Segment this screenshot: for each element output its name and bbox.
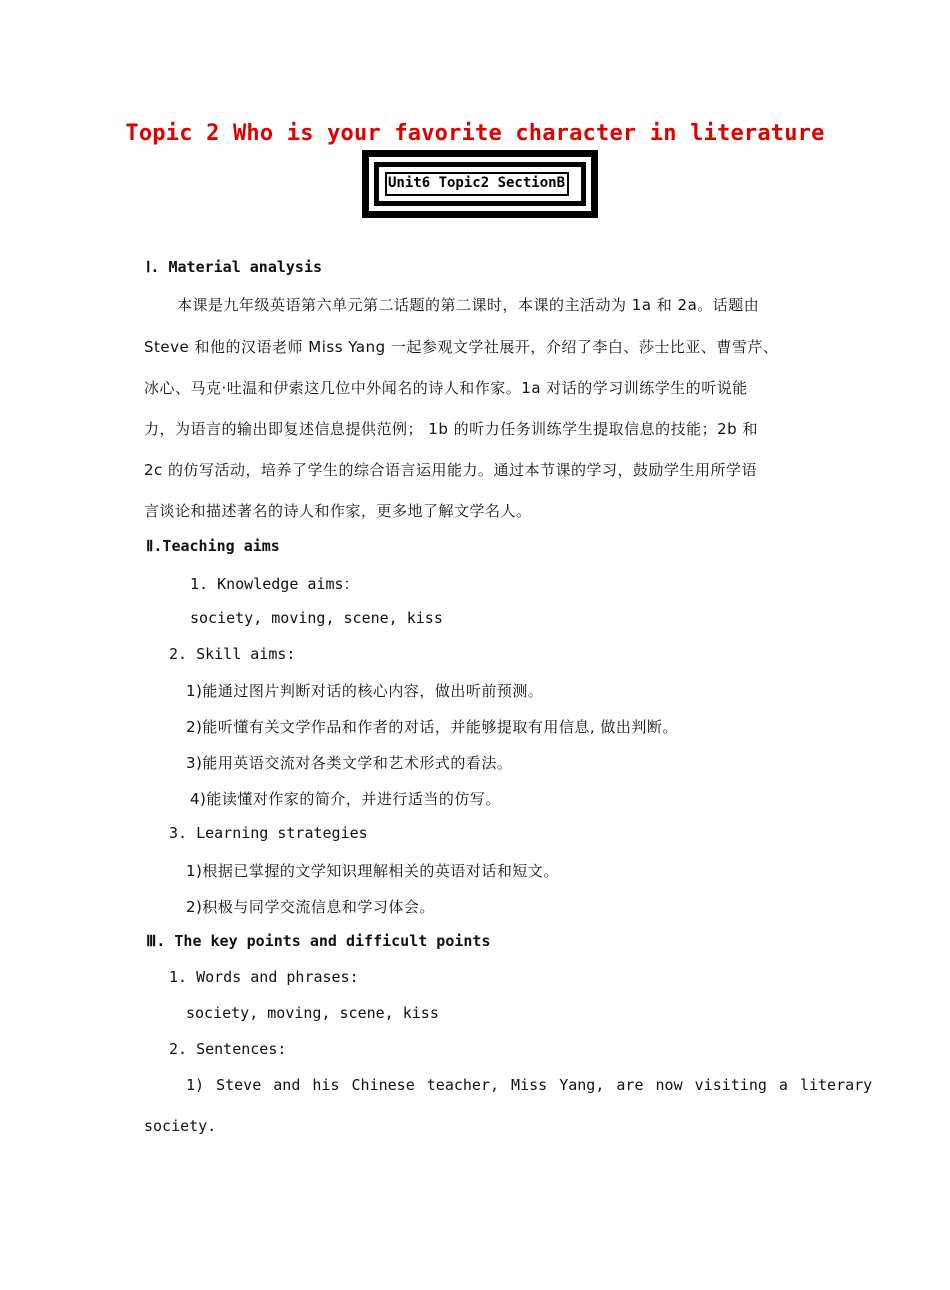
section-2-heading: Ⅱ.Teaching aims (146, 537, 280, 555)
knowledge-aims-words: society, moving, scene, kiss (190, 609, 443, 627)
paragraph-line: 冰心、马克·吐温和伊索这几位中外闻名的诗人和作家。1a 对话的学习训练学生的听说能 (144, 379, 748, 397)
section-1-heading: Ⅰ. Material analysis (146, 258, 323, 276)
paragraph-line: 力，为语言的输出即复述信息提供范例； 1b 的听力任务训练学生提取信息的技能；2b 和 (144, 420, 758, 438)
document-title: Topic 2 Who is your favorite character in literature (125, 121, 825, 146)
words-phrases-label: 1. Words and phrases: (169, 968, 359, 986)
paragraph-line: Steve 和他的汉语老师 Miss Yang 一起参观文学社展开，介绍了李白、莎士比亚、曹雪芹、 (144, 338, 779, 356)
words-phrases-list: society, moving, scene, kiss (186, 1004, 439, 1022)
skill-aim-item: 3)能用英语交流对各类文学和艺术形式的看法。 (186, 754, 513, 772)
skill-aim-item: 2)能听懂有关文学作品和作者的对话，并能够提取有用信息, 做出判断。 (186, 718, 678, 736)
skill-aim-item: 1)能通过图片判断对话的核心内容，做出听前预测。 (186, 682, 544, 700)
section-3-heading: Ⅲ. The key points and difficult points (146, 932, 491, 950)
skill-aims-label: 2. Skill aims: (169, 645, 296, 663)
paragraph-line: 本课是九年级英语第六单元第二话题的第二课时，本课的主活动为 1a 和 2a。话题由 (177, 296, 760, 314)
sentence-line: 1) Steve and his Chinese teacher, Miss Yang, are now visiting a literary (186, 1076, 873, 1094)
sentence-line: society. (144, 1117, 217, 1135)
strategy-item: 1)根据已掌握的文学知识理解相关的英语对话和短文。 (186, 862, 559, 880)
learning-strategies-label: 3. Learning strategies (169, 824, 368, 842)
paragraph-line: 2c 的仿写活动，培养了学生的综合语言运用能力。通过本节课的学习，鼓励学生用所学语 (144, 461, 758, 479)
skill-aim-item: 4)能读懂对作家的简介，并进行适当的仿写。 (190, 790, 501, 808)
knowledge-aims-label: 1. Knowledge aims： (190, 575, 359, 593)
strategy-item: 2)积极与同学交流信息和学习体会。 (186, 898, 435, 916)
section-box-label: Unit6 Topic2 SectionB (388, 175, 566, 191)
paragraph-line: 言谈论和描述著名的诗人和作家，更多地了解文学名人。 (144, 502, 532, 520)
sentences-label: 2. Sentences: (169, 1040, 287, 1058)
